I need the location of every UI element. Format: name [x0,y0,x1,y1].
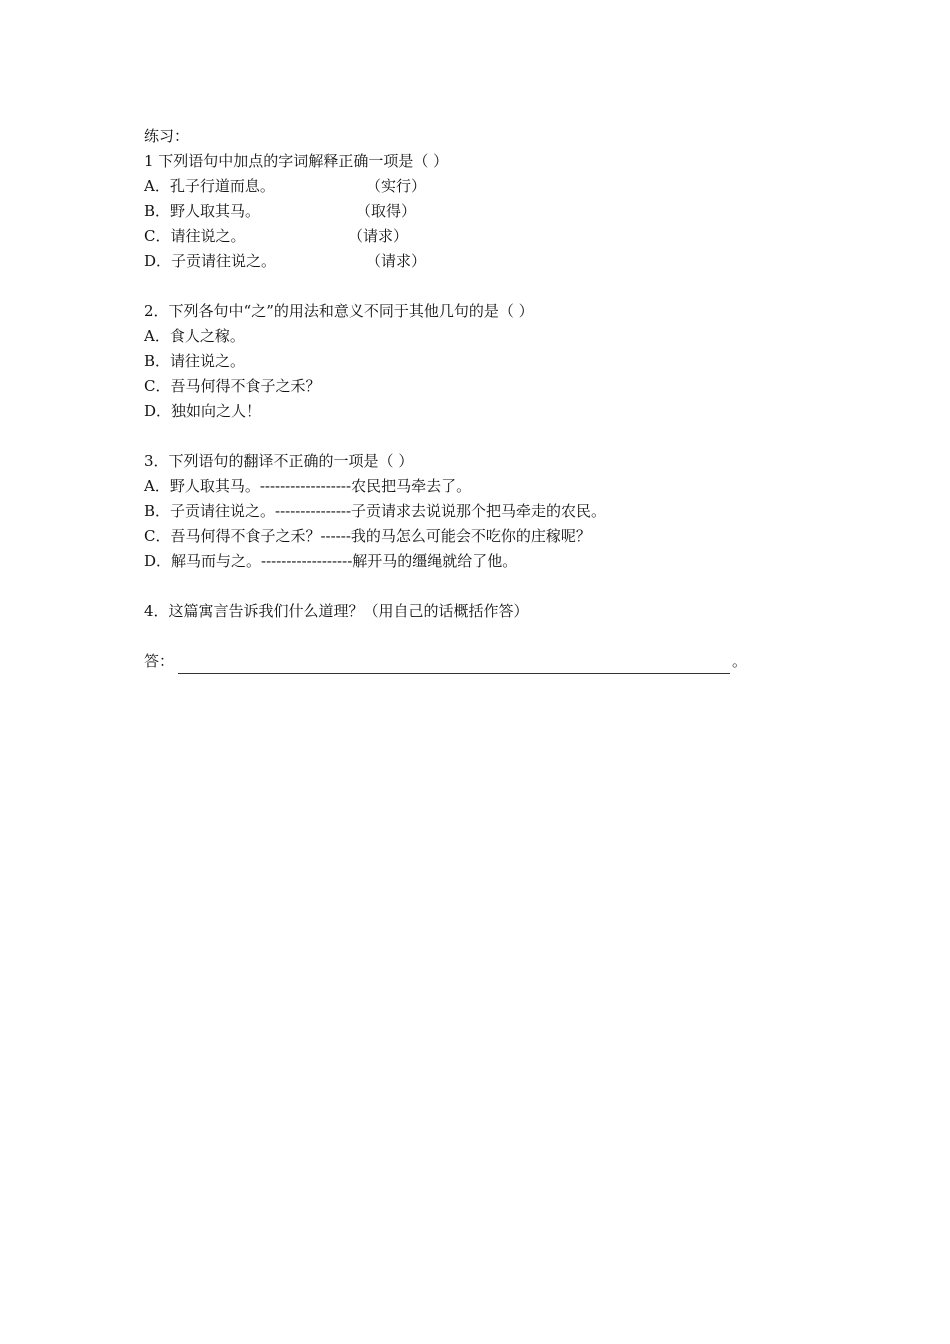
question-4 [144,599,784,624]
option-note: （请求） [366,252,427,270]
question-1-option-a [144,174,784,199]
spacer [144,424,784,449]
option-note: （请求） [348,227,409,245]
question-3-option-d: D．解马而与之。------------------解开马的缰绳就给了他。 [144,552,518,570]
option-note: （实行） [366,177,427,195]
question-2-option-b: B．请往说之。 [144,352,246,370]
answer-label: 答： [144,652,175,670]
spacer [144,274,784,299]
question-2 [144,299,784,424]
worksheet-title: 练习： [144,127,190,145]
question-3-option-c: C．吾马何得不食子之禾？------我的马怎么可能会不吃你的庄稼呢？ [144,527,591,545]
question-4-stem: 4．这篇寓言告诉我们什么道理？（用自己的话概括作答） [144,602,529,620]
answer-end: 。 [732,652,748,670]
question-1-option-c [144,224,784,249]
spacer [144,574,784,599]
question-3-option-a: A．野人取其马。------------------农民把马牵去了。 [144,477,472,495]
question-2-stem: 2．下列各句中“之”的用法和意义不同于其他几句的是（ ） [144,302,534,320]
option-text: A．孔子行道而息。 [144,177,275,195]
question-1-stem: 1 下列语句中加点的字词解释正确一项是（ ） [144,152,449,170]
question-3-option-b: B．子贡请往说之。---------------子贡请求去说说那个把马牵走的农民。 [144,502,607,520]
question-1 [144,149,784,274]
option-text: D．子贡请往说之。 [144,252,277,270]
answer-row [144,649,784,674]
question-1-option-d [144,249,784,274]
option-note: （取得） [356,202,417,220]
question-2-option-d: D．独如向之人！ [144,402,262,420]
answer-blank[interactable] [178,655,730,674]
worksheet [144,124,784,674]
question-2-option-c: C．吾马何得不食子之禾？ [144,377,321,395]
option-text: C．请往说之。 [144,227,246,245]
question-2-option-a: A．食人之稼。 [144,327,245,345]
question-1-option-b [144,199,784,224]
option-text: B．野人取其马。 [144,202,261,220]
question-3 [144,449,784,574]
question-3-stem: 3．下列语句的翻译不正确的一项是（ ） [144,452,414,470]
